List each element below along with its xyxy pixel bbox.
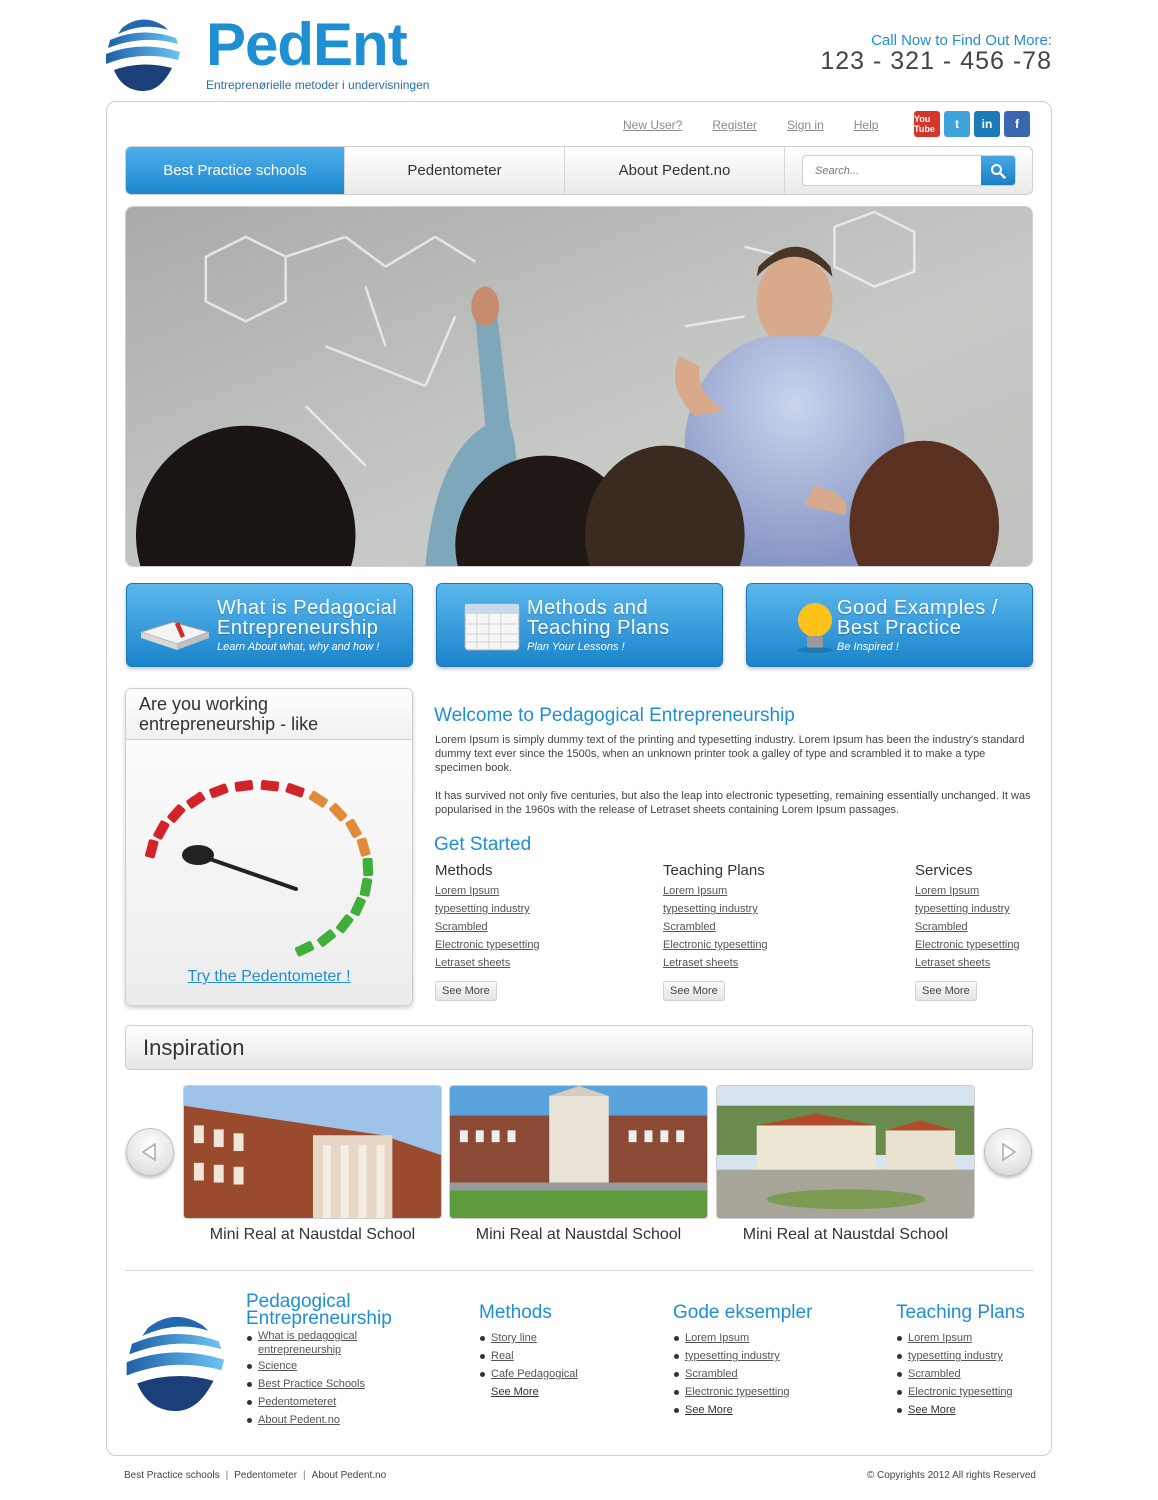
footer-link[interactable]: Real bbox=[491, 1350, 514, 1362]
lightbulb-icon bbox=[757, 598, 833, 654]
column-link[interactable]: Letraset sheets bbox=[435, 957, 511, 969]
feature-title-2: Teaching Plans bbox=[527, 617, 670, 639]
footer-link-item[interactable] bbox=[673, 1401, 812, 1419]
top-links bbox=[623, 118, 878, 132]
footer-link[interactable]: Electronic typesetting bbox=[908, 1386, 1013, 1398]
inspiration-caption: Mini Real at Naustdal School bbox=[209, 1226, 416, 1243]
footer-link-item[interactable] bbox=[673, 1347, 812, 1365]
feature-title-1: Good Examples / bbox=[837, 597, 998, 619]
column-link[interactable]: Lorem Ipsum bbox=[915, 885, 980, 897]
footer-link-item[interactable] bbox=[246, 1343, 392, 1357]
column-link[interactable]: typesetting industry bbox=[915, 903, 1010, 915]
footer-link-item[interactable] bbox=[479, 1347, 578, 1365]
column-link[interactable]: Electronic typesetting bbox=[663, 939, 768, 951]
see-more-button[interactable]: See More bbox=[435, 981, 497, 1001]
feature-methods[interactable] bbox=[436, 583, 723, 667]
feature-title-1: What is Pedagocial bbox=[217, 597, 398, 619]
column-link[interactable]: Letraset sheets bbox=[915, 957, 991, 969]
gauge-segment bbox=[350, 896, 367, 917]
sign-in-link[interactable]: Sign in bbox=[787, 118, 824, 132]
footer-link-item[interactable] bbox=[896, 1365, 1025, 1383]
footer-link[interactable]: About Pedent.no bbox=[258, 1414, 340, 1426]
brand[interactable] bbox=[206, 11, 430, 92]
footer-link-item[interactable] bbox=[673, 1383, 812, 1401]
column-link[interactable]: Electronic typesetting bbox=[915, 939, 1020, 951]
arrow-left-icon bbox=[139, 1141, 161, 1163]
feature-title-2: Best Practice bbox=[837, 617, 962, 639]
footer-col-title: Entrepreneurship bbox=[246, 1308, 392, 1329]
gauge-segment bbox=[234, 780, 253, 792]
column-link[interactable]: Scrambled bbox=[915, 921, 968, 933]
inspiration-caption: Mini Real at Naustdal School bbox=[742, 1226, 949, 1243]
footer-col-title: Methods bbox=[479, 1302, 552, 1323]
search-button[interactable] bbox=[981, 156, 1015, 185]
footer-logo bbox=[124, 1308, 224, 1414]
footer-link-item[interactable] bbox=[896, 1329, 1025, 1347]
footer-link-item[interactable] bbox=[896, 1401, 1025, 1419]
meter-title-2: entrepreneurship - like bbox=[139, 714, 319, 734]
footer-col-title: Teaching Plans bbox=[896, 1302, 1025, 1323]
feature-subtitle: Be Inspired ! bbox=[837, 641, 899, 653]
meter-heading bbox=[126, 689, 412, 740]
gauge-segment bbox=[362, 858, 373, 876]
footer-link-item[interactable] bbox=[896, 1347, 1025, 1365]
gauge-segment bbox=[356, 837, 371, 857]
get-started-services bbox=[915, 862, 1020, 972]
gauge-segment bbox=[167, 803, 186, 823]
feature-text bbox=[527, 598, 670, 653]
gauge-segment bbox=[153, 820, 170, 841]
meter-title-1: Are you working bbox=[139, 694, 269, 714]
footer-link-item[interactable] bbox=[673, 1329, 812, 1347]
footer-link-item[interactable] bbox=[896, 1383, 1025, 1401]
column-link[interactable]: typesetting industry bbox=[435, 903, 530, 915]
get-started-methods bbox=[435, 862, 540, 972]
gauge-segment bbox=[328, 802, 348, 822]
footer-link[interactable]: Cafe Pedagogical bbox=[491, 1368, 578, 1380]
inspiration-image[interactable] bbox=[183, 1085, 442, 1219]
book-icon bbox=[137, 598, 213, 654]
gauge-segment bbox=[316, 929, 336, 948]
new-user-link[interactable]: New User? bbox=[623, 118, 683, 132]
column-link[interactable]: Scrambled bbox=[435, 921, 488, 933]
nav-tab-best-practice[interactable]: Best Practice schools bbox=[126, 147, 345, 194]
gauge-segment bbox=[209, 783, 229, 799]
feature-text bbox=[837, 598, 998, 653]
gauge-segment bbox=[345, 818, 363, 839]
calendar-icon bbox=[447, 598, 523, 654]
footer-link-item[interactable] bbox=[479, 1383, 578, 1401]
feature-title-1: Methods and bbox=[527, 597, 649, 619]
footer-link[interactable]: What is pedagogical bbox=[258, 1330, 358, 1342]
search-input[interactable] bbox=[803, 156, 981, 185]
gauge-segment bbox=[359, 877, 372, 897]
footer-link[interactable]: Lorem Ipsum bbox=[908, 1332, 973, 1344]
bottom-link-best-practice[interactable]: Best Practice schools bbox=[124, 1470, 220, 1481]
footer-link-item[interactable] bbox=[246, 1375, 392, 1393]
feature-subtitle: Learn About what, why and how ! bbox=[217, 641, 380, 653]
feature-good-examples[interactable] bbox=[746, 583, 1033, 667]
footer-link[interactable]: Pedentometeret bbox=[258, 1396, 337, 1408]
gauge-segment bbox=[294, 940, 315, 957]
footer-link[interactable]: Scrambled bbox=[908, 1368, 961, 1380]
footer-link-item[interactable] bbox=[673, 1365, 812, 1383]
inspiration-image[interactable] bbox=[449, 1085, 708, 1219]
brand-name: PedEnt bbox=[206, 11, 407, 78]
bottom-link-pedentometer[interactable]: Pedentometer bbox=[234, 1470, 298, 1481]
gauge-segment bbox=[260, 780, 279, 792]
help-link[interactable]: Help bbox=[853, 118, 879, 132]
see-more-link[interactable]: See More bbox=[908, 1404, 956, 1416]
column-link[interactable]: Lorem Ipsum bbox=[663, 885, 728, 897]
gauge-segment bbox=[285, 782, 305, 797]
column-heading: Teaching Plans bbox=[663, 862, 765, 879]
try-pedentometer-link[interactable]: Try the Pedentometer ! bbox=[187, 968, 351, 985]
linkedin-icon[interactable]: in bbox=[974, 111, 1000, 137]
footer-link-item[interactable] bbox=[246, 1393, 392, 1411]
nav-tab-pedentometer[interactable]: Pedentometer bbox=[345, 147, 565, 194]
search-icon bbox=[990, 163, 1006, 179]
column-link[interactable]: Electronic typesetting bbox=[435, 939, 540, 951]
welcome-paragraph-2: It has survived not only five centuries, but also the leap into electronic typesetting, remaining essentially unchanged. It was popularised in the 1960s with the release of Letraset sheets containing Lorem Ipsum passages. bbox=[435, 790, 1031, 816]
social-links bbox=[914, 111, 1030, 137]
call-info bbox=[820, 32, 1052, 73]
copyright: © Copyrights 2012 All rights Reserved bbox=[866, 1470, 1036, 1481]
footer-link[interactable]: typesetting industry bbox=[685, 1350, 780, 1362]
youtube-icon[interactable]: You Tube bbox=[914, 111, 940, 137]
footer-col-title: Pedagogical bbox=[246, 1291, 351, 1312]
footer-col-title: Gode eksempler bbox=[673, 1302, 813, 1323]
footer-link[interactable]: Best Practice Schools bbox=[258, 1378, 365, 1390]
facebook-icon[interactable]: f bbox=[1004, 111, 1030, 137]
feature-text bbox=[217, 598, 397, 653]
footer-link-item[interactable] bbox=[246, 1329, 392, 1343]
footer-link[interactable]: entrepreneurship bbox=[258, 1344, 342, 1356]
section-divider bbox=[125, 1270, 1033, 1271]
inspiration-caption: Mini Real at Naustdal School bbox=[475, 1226, 682, 1243]
brand-tagline: Entreprenørielle metoder i undervisningen bbox=[206, 78, 430, 92]
separator: | bbox=[225, 1470, 229, 1481]
welcome-title: Welcome to Pedagogical Entrepreneurship bbox=[434, 705, 795, 726]
gauge-icon bbox=[126, 761, 413, 971]
welcome-paragraph-1: Lorem Ipsum is simply dummy text of the printing and typesetting industry. Lorem Ipsum has been the industry's standard dummy text ever since the 1500s, when an unknown printer took a galley of type and scrambled it to make a type specimen book. bbox=[435, 734, 1025, 774]
column-link[interactable]: typesetting industry bbox=[663, 903, 758, 915]
column-link[interactable]: Scrambled bbox=[663, 921, 716, 933]
footer-link[interactable]: Story line bbox=[491, 1332, 537, 1344]
pedent-logo bbox=[104, 14, 180, 92]
gauge-segment bbox=[186, 791, 207, 809]
footer-link[interactable]: Scrambled bbox=[685, 1368, 738, 1380]
nav-tab-about[interactable]: About Pedent.no bbox=[565, 147, 785, 194]
footer-link[interactable]: Science bbox=[258, 1360, 298, 1372]
footer-link-item[interactable] bbox=[479, 1329, 578, 1347]
hero-image bbox=[125, 206, 1033, 567]
footer-link[interactable]: Lorem Ipsum bbox=[685, 1332, 750, 1344]
bottom-nav bbox=[124, 1470, 386, 1481]
footer-col-gode-eksempler bbox=[673, 1304, 812, 1419]
gauge-segment bbox=[308, 790, 329, 808]
column-heading: Methods bbox=[435, 862, 493, 879]
carousel-prev-button[interactable] bbox=[126, 1128, 174, 1176]
call-label: Call Now to Find Out More: bbox=[871, 32, 1052, 49]
see-more-button[interactable]: See More bbox=[915, 981, 977, 1001]
see-more-link[interactable]: See More bbox=[491, 1386, 539, 1398]
footer-col-pedagogical bbox=[246, 1293, 392, 1429]
inspiration-header: Inspiration bbox=[125, 1025, 1033, 1070]
feature-subtitle: Plan Your Lessons ! bbox=[527, 641, 625, 653]
footer-link[interactable]: typesetting industry bbox=[908, 1350, 1003, 1362]
column-link[interactable]: Letraset sheets bbox=[663, 957, 739, 969]
pedentometer-box bbox=[125, 688, 413, 1006]
inspiration-image[interactable] bbox=[716, 1085, 975, 1219]
get-started-teaching-plans bbox=[663, 862, 768, 972]
footer-link-item[interactable] bbox=[479, 1365, 578, 1383]
main-nav bbox=[125, 146, 1033, 195]
footer-col-teaching-plans bbox=[896, 1304, 1025, 1419]
gauge-segment bbox=[335, 914, 354, 934]
footer-link[interactable]: Electronic typesetting bbox=[685, 1386, 790, 1398]
footer-col-methods bbox=[479, 1304, 578, 1401]
carousel-next-button[interactable] bbox=[984, 1128, 1032, 1176]
search-box bbox=[802, 155, 1016, 186]
phone-number: 123 - 321 - 456 -78 bbox=[820, 47, 1052, 75]
register-link[interactable]: Register bbox=[712, 118, 758, 132]
column-heading: Services bbox=[915, 862, 973, 879]
separator: | bbox=[303, 1470, 306, 1481]
footer-link-item[interactable] bbox=[246, 1357, 392, 1375]
see-more-link[interactable]: See More bbox=[685, 1404, 733, 1416]
column-link[interactable]: Lorem Ipsum bbox=[435, 885, 500, 897]
see-more-button[interactable]: See More bbox=[663, 981, 725, 1001]
twitter-icon[interactable]: t bbox=[944, 111, 970, 137]
arrow-right-icon bbox=[997, 1141, 1019, 1163]
get-started-title: Get Started bbox=[434, 834, 532, 855]
feature-pedagogical[interactable] bbox=[126, 583, 413, 667]
bottom-link-about[interactable]: About Pedent.no bbox=[311, 1470, 387, 1481]
feature-title-2: Entrepreneurship bbox=[217, 617, 379, 639]
gauge-segment bbox=[145, 839, 159, 859]
footer-link-item[interactable] bbox=[246, 1411, 392, 1429]
